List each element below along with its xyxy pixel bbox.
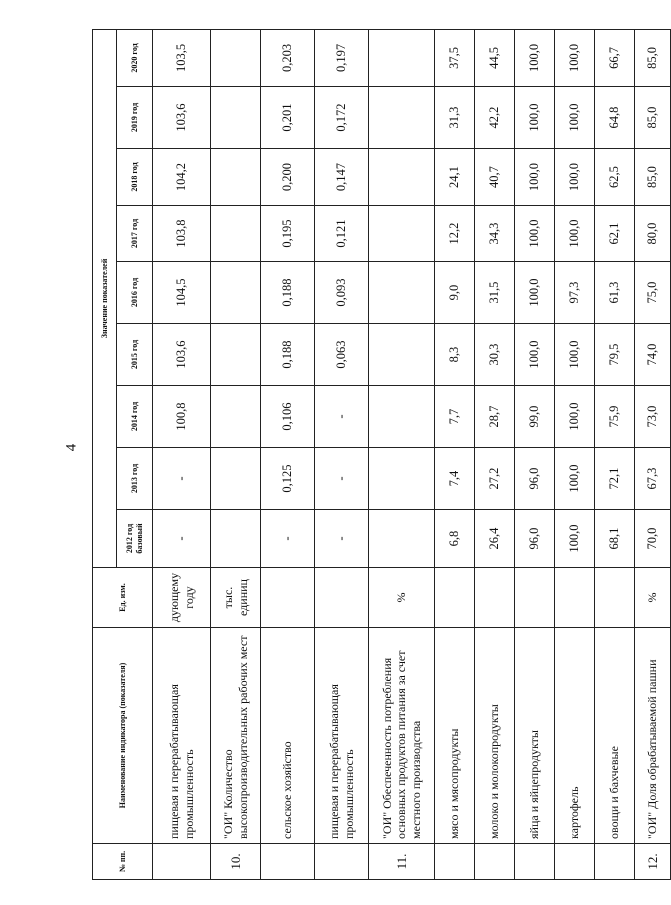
table-row bbox=[153, 29, 211, 879]
value-cell: 68,1 bbox=[595, 510, 635, 568]
value-cell: 75,9 bbox=[595, 386, 635, 448]
value-cell: 12,2 bbox=[435, 206, 475, 262]
value-cell: 100,0 bbox=[515, 324, 555, 386]
row-number bbox=[435, 844, 475, 880]
indicator-name: мясо и мясопродукты bbox=[435, 628, 475, 844]
value-cell bbox=[369, 87, 435, 149]
value-cell: 0,188 bbox=[261, 324, 315, 386]
value-cell: 0,195 bbox=[261, 206, 315, 262]
value-cell: 100,8 bbox=[153, 386, 211, 448]
value-cell: 24,1 bbox=[435, 149, 475, 206]
unit-cell bbox=[435, 568, 475, 628]
table-row bbox=[475, 29, 515, 879]
value-cell: 100,0 bbox=[555, 206, 595, 262]
value-cell: 66,7 bbox=[595, 29, 635, 86]
value-cell bbox=[211, 87, 261, 149]
value-cell: 0,197 bbox=[315, 29, 369, 86]
unit-cell bbox=[261, 568, 315, 628]
header-num: № пп. bbox=[93, 844, 153, 880]
value-cell: 61,3 bbox=[595, 262, 635, 324]
table-row bbox=[555, 29, 595, 879]
value-cell bbox=[369, 29, 435, 86]
value-cell: 9,0 bbox=[435, 262, 475, 324]
unit-cell bbox=[515, 568, 555, 628]
value-cell: 103,6 bbox=[153, 324, 211, 386]
value-cell bbox=[211, 29, 261, 86]
value-cell bbox=[369, 510, 435, 568]
value-cell: 100,0 bbox=[515, 87, 555, 149]
value-cell: 0,093 bbox=[315, 262, 369, 324]
value-cell: 31,5 bbox=[475, 262, 515, 324]
value-cell bbox=[211, 262, 261, 324]
header-year: 2020 год bbox=[117, 29, 153, 86]
value-cell: 0,106 bbox=[261, 386, 315, 448]
header-year: 2016 год bbox=[117, 262, 153, 324]
value-cell: 0,147 bbox=[315, 149, 369, 206]
table-body bbox=[153, 29, 671, 879]
value-cell: 96,0 bbox=[515, 510, 555, 568]
value-cell: 28,7 bbox=[475, 386, 515, 448]
value-cell: 96,0 bbox=[515, 448, 555, 510]
value-cell: 100,0 bbox=[555, 386, 595, 448]
unit-cell: % bbox=[369, 568, 435, 628]
value-cell bbox=[211, 324, 261, 386]
value-cell: 0,203 bbox=[261, 29, 315, 86]
row-number: 11. bbox=[369, 844, 435, 880]
indicator-name: "ОИ" Количество высокопроизводительных рабочих мест bbox=[211, 628, 261, 844]
value-cell bbox=[369, 448, 435, 510]
row-number bbox=[515, 844, 555, 880]
value-cell: - bbox=[315, 448, 369, 510]
value-cell: 64,8 bbox=[595, 87, 635, 149]
table-row bbox=[261, 29, 315, 879]
value-cell: 100,0 bbox=[515, 149, 555, 206]
header-year: 2015 год bbox=[117, 324, 153, 386]
value-cell bbox=[211, 206, 261, 262]
indicator-name: овощи и бахчевые bbox=[595, 628, 635, 844]
value-cell: 34,3 bbox=[475, 206, 515, 262]
value-cell: 100,0 bbox=[555, 448, 595, 510]
value-cell: 0,121 bbox=[315, 206, 369, 262]
header-year: 2013 год bbox=[117, 448, 153, 510]
table-row bbox=[435, 29, 475, 879]
header-year: 2012 год базовый bbox=[117, 510, 153, 568]
table-row bbox=[369, 29, 435, 879]
row-number bbox=[555, 844, 595, 880]
value-cell bbox=[211, 448, 261, 510]
value-cell: - bbox=[315, 386, 369, 448]
indicator-name: пищевая и перерабатывающая промышленность bbox=[153, 628, 211, 844]
value-cell: 97,3 bbox=[555, 262, 595, 324]
value-cell: 7,7 bbox=[435, 386, 475, 448]
header-unit: Ед. изм. bbox=[93, 568, 153, 628]
page-number: 4 bbox=[63, 443, 80, 452]
header-year: 2018 год bbox=[117, 149, 153, 206]
indicators-table bbox=[92, 29, 671, 880]
unit-cell: дующему году bbox=[153, 568, 211, 628]
indicator-name: сельское хозяйство bbox=[261, 628, 315, 844]
value-cell: 80,0 bbox=[635, 206, 671, 262]
value-cell: 6,8 bbox=[435, 510, 475, 568]
value-cell: 99,0 bbox=[515, 386, 555, 448]
value-cell: 0,188 bbox=[261, 262, 315, 324]
value-cell: 40,7 bbox=[475, 149, 515, 206]
value-cell bbox=[369, 262, 435, 324]
value-cell: 85,0 bbox=[635, 149, 671, 206]
header-values-group: Значение показателей bbox=[93, 29, 117, 567]
value-cell: 100,0 bbox=[555, 87, 595, 149]
table-row bbox=[635, 29, 671, 879]
value-cell: 75,0 bbox=[635, 262, 671, 324]
header-year: 2019 год bbox=[117, 87, 153, 149]
unit-cell: % bbox=[635, 568, 671, 628]
value-cell: 74,0 bbox=[635, 324, 671, 386]
value-cell: 8,3 bbox=[435, 324, 475, 386]
table-row bbox=[315, 29, 369, 879]
row-number: 10. bbox=[211, 844, 261, 880]
value-cell: 104,2 bbox=[153, 149, 211, 206]
unit-cell bbox=[315, 568, 369, 628]
table-row bbox=[211, 29, 261, 879]
indicator-name: "ОИ" Обеспеченность потребления основных продуктов питания за счет местного производства bbox=[369, 628, 435, 844]
value-cell: 100,0 bbox=[555, 29, 595, 86]
unit-cell bbox=[555, 568, 595, 628]
header-year: 2017 год bbox=[117, 206, 153, 262]
value-cell bbox=[211, 510, 261, 568]
value-cell: - bbox=[153, 510, 211, 568]
row-number bbox=[153, 844, 211, 880]
value-cell: 30,3 bbox=[475, 324, 515, 386]
unit-cell bbox=[595, 568, 635, 628]
value-cell bbox=[211, 386, 261, 448]
value-cell bbox=[211, 149, 261, 206]
value-cell: 26,4 bbox=[475, 510, 515, 568]
unit-cell bbox=[475, 568, 515, 628]
value-cell: 31,3 bbox=[435, 87, 475, 149]
indicator-name: "ОИ" Доля обрабатываемой пашни bbox=[635, 628, 671, 844]
value-cell: 0,063 bbox=[315, 324, 369, 386]
indicator-name: молоко и молокопродукты bbox=[475, 628, 515, 844]
value-cell: 70,0 bbox=[635, 510, 671, 568]
value-cell: 103,5 bbox=[153, 29, 211, 86]
value-cell: 37,5 bbox=[435, 29, 475, 86]
value-cell bbox=[369, 149, 435, 206]
table-header bbox=[93, 29, 153, 879]
value-cell: - bbox=[315, 510, 369, 568]
row-number bbox=[595, 844, 635, 880]
value-cell: 100,0 bbox=[515, 206, 555, 262]
rotated-table-wrapper bbox=[92, 30, 660, 880]
value-cell: 0,172 bbox=[315, 87, 369, 149]
indicator-name: картофель bbox=[555, 628, 595, 844]
value-cell: 67,3 bbox=[635, 448, 671, 510]
table-row bbox=[595, 29, 635, 879]
indicator-name: яйца и яйцепродукты bbox=[515, 628, 555, 844]
row-number bbox=[475, 844, 515, 880]
value-cell: 104,5 bbox=[153, 262, 211, 324]
value-cell: 100,0 bbox=[555, 324, 595, 386]
table-row bbox=[515, 29, 555, 879]
value-cell: 103,8 bbox=[153, 206, 211, 262]
row-number bbox=[315, 844, 369, 880]
value-cell: 85,0 bbox=[635, 87, 671, 149]
value-cell: 42,2 bbox=[475, 87, 515, 149]
value-cell: - bbox=[261, 510, 315, 568]
value-cell: 44,5 bbox=[475, 29, 515, 86]
value-cell: 73,0 bbox=[635, 386, 671, 448]
indicator-name: пищевая и перерабатывающая промышленность bbox=[315, 628, 369, 844]
value-cell: 62,5 bbox=[595, 149, 635, 206]
unit-cell: тыс. единиц bbox=[211, 568, 261, 628]
value-cell: 72,1 bbox=[595, 448, 635, 510]
value-cell: 100,0 bbox=[555, 510, 595, 568]
header-year: 2014 год bbox=[117, 386, 153, 448]
value-cell: 0,200 bbox=[261, 149, 315, 206]
value-cell: 62,1 bbox=[595, 206, 635, 262]
header-name: Наименование индикатора (показателя) bbox=[93, 628, 153, 844]
value-cell: 0,201 bbox=[261, 87, 315, 149]
value-cell: - bbox=[153, 448, 211, 510]
value-cell bbox=[369, 206, 435, 262]
row-number: 12. bbox=[635, 844, 671, 880]
value-cell: 100,0 bbox=[515, 262, 555, 324]
value-cell bbox=[369, 324, 435, 386]
value-cell: 85,0 bbox=[635, 29, 671, 86]
row-number bbox=[261, 844, 315, 880]
value-cell: 7,4 bbox=[435, 448, 475, 510]
value-cell bbox=[369, 386, 435, 448]
value-cell: 100,0 bbox=[555, 149, 595, 206]
value-cell: 103,6 bbox=[153, 87, 211, 149]
value-cell: 0,125 bbox=[261, 448, 315, 510]
value-cell: 27,2 bbox=[475, 448, 515, 510]
value-cell: 79,5 bbox=[595, 324, 635, 386]
value-cell: 100,0 bbox=[515, 29, 555, 86]
